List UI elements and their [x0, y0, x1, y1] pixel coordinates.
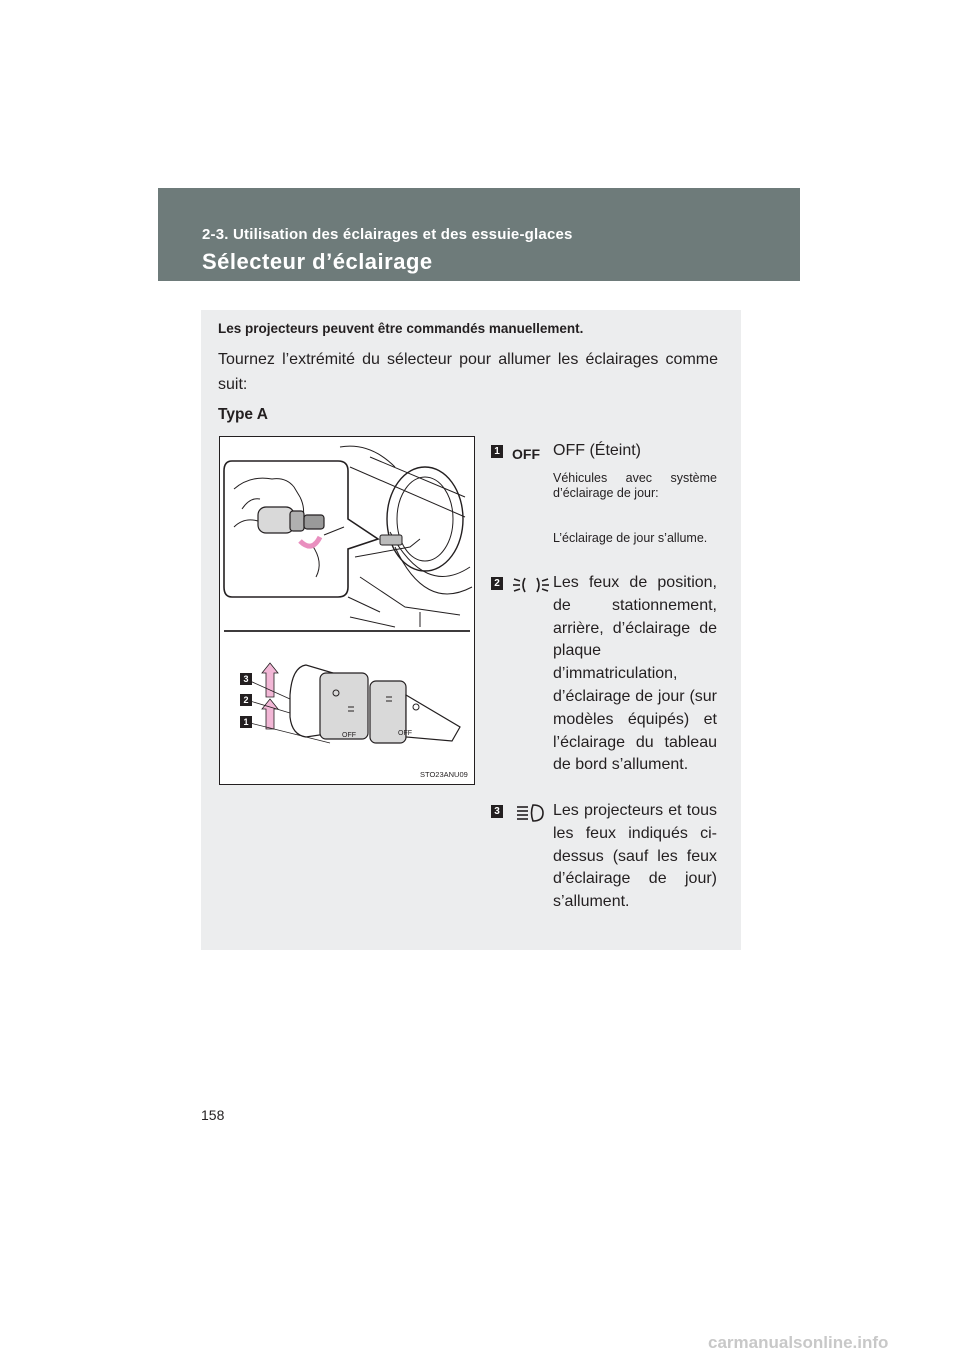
instruction-text: Tournez l’extrémité du sélecteur pour allumer les éclairages comme suit: — [218, 351, 718, 393]
type-label: Type A — [218, 406, 268, 423]
off-text-icon: OFF — [512, 446, 540, 462]
item-text: Les projecteurs et tous les feux indiqués ci-dessus (sauf les feux d’éclairage de jour) s’allument. — [553, 802, 717, 911]
intro-text: Les projecteurs peuvent être commandés manuellement. — [218, 321, 584, 336]
callout-1: 1 — [243, 717, 249, 727]
item-text: OFF (Éteint) — [553, 442, 642, 459]
position-arrows — [262, 663, 278, 729]
figure-code: STO23ANU09 — [420, 770, 468, 779]
callout-3: 3 — [243, 674, 249, 684]
page-number: 158 — [201, 1107, 225, 1123]
parking-lights-icon — [511, 572, 551, 598]
item-number-badge: 2 — [491, 577, 503, 590]
light-switch-illustration — [220, 437, 474, 784]
stalk-off-label-1: OFF — [342, 732, 356, 739]
page-title: Sélecteur d’éclairage — [202, 249, 433, 274]
item-number-badge: 1 — [491, 445, 503, 458]
stalk-off-label-2: OFF — [398, 730, 412, 737]
item-number-badge: 3 — [491, 805, 503, 818]
watermark: carmanualsonline.info — [708, 1333, 889, 1352]
headlights-icon — [511, 800, 551, 826]
switch-tip-small — [380, 535, 402, 545]
item-note: Véhicules avec système d’éclairage de jour: — [553, 471, 717, 500]
item-parking-lights — [491, 572, 719, 774]
light-switch-figure — [219, 436, 475, 785]
item-headlights — [491, 800, 719, 911]
item-note: L’éclairage de jour s’allume. — [553, 531, 708, 545]
callout-2: 2 — [243, 695, 249, 705]
section-title: 2-3. Utilisation des éclairages et des essuie-glaces — [202, 226, 573, 243]
item-text: Les feux de position, de stationnement, arrière, d’éclairage de plaque d’immatriculation, d’éclairage de jour (sur modèles équipés) et l’éclairage du tableau de bord s’allument. — [553, 574, 717, 774]
stalk-drawing — [290, 665, 460, 743]
callout-badges — [240, 673, 252, 728]
item-off — [491, 440, 719, 545]
